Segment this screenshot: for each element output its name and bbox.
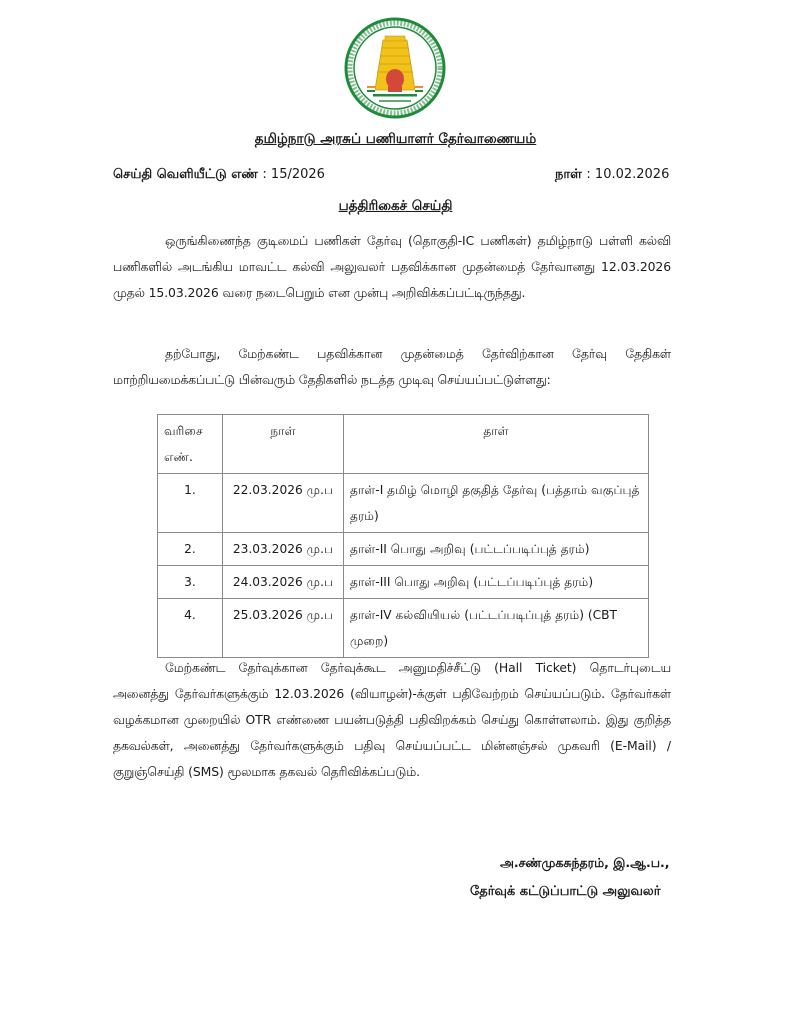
exam-date: 23.03.2026 மு.ப [223,533,344,566]
release-number-value: : 15/2026 [262,167,325,182]
exam-paper: தாள்-III பொது அறிவு (பட்டப்படிப்புத் தரம்) [344,566,649,599]
release-number-label: செய்தி வெளியீட்டு எண் [113,167,258,182]
date-value: : 10.02.2026 [586,167,670,182]
serial-number: 3. [158,566,223,599]
press-release-number [113,167,325,183]
date-label: நாள் [555,167,582,182]
header-date: நாள் [223,415,344,474]
exam-date: 24.03.2026 மு.ப [223,566,344,599]
tn-government-emblem [343,16,447,120]
paragraph-revised-schedule: தற்போது, மேற்கண்ட பதவிக்கான முதன்மைத் தேர்விற்கான தேர்வு தேதிகள் மாற்றியமைக்கப்பட்டு பின்வரும் தேதிகளில் நடத்த முடிவு செய்யப்பட்டுள்ளது: [113,346,671,387]
press-release-date [555,167,669,183]
serial-number: 2. [158,533,223,566]
header-paper: தாள் [344,415,649,474]
exam-date: 25.03.2026 மு.ப [223,599,344,658]
header-serial-number: வரிசை எண். [158,415,223,474]
signatory-name: அ.சண்முகசுந்தரம், இ.ஆ.ப., [500,855,670,870]
serial-number: 4. [158,599,223,658]
table-row [158,474,649,533]
exam-schedule-table [157,414,649,658]
serial-number: 1. [158,474,223,533]
paragraph-original-schedule: ஒருங்கிணைந்த குடிமைப் பணிகள் தேர்வு (தொகுதி-IC பணிகள்) தமிழ்நாடு பள்ளி கல்வி பணிகளில் அடங்கிய மாவட்ட கல்வி அலுவலர் பதவிக்கான முதன்மைத் தேர்வானது 12.03.2026 முதல் 15.03.2026 வரை நடைபெறும் என முன்பு அறிவிக்கப்பட்டிருந்தது. [113,233,671,300]
table-header-row [158,415,649,474]
exam-paper: தாள்-IV கல்வியியல் (பட்டப்படிப்புத் தரம்) (CBT முறை) [344,599,649,658]
signatory-designation: தேர்வுக் கட்டுப்பாட்டு அலுவலர் [470,884,661,899]
table-row [158,599,649,658]
exam-paper: தாள்-II பொது அறிவு (பட்டப்படிப்புத் தரம்) [344,533,649,566]
table-row [158,566,649,599]
organization-title: தமிழ்நாடு அரசுப் பணியாளர் தேர்வாணையம் [254,131,537,147]
emblem-icon [343,16,447,120]
table-row [158,533,649,566]
exam-date: 22.03.2026 மு.ப [223,474,344,533]
paragraph-hall-ticket: மேற்கண்ட தேர்வுக்கான தேர்வுக்கூட அனுமதிச்சீட்டு (Hall Ticket) தொடர்புடைய அனைத்து தேர்வர்களுக்கும் 12.03.2026 (வியாழன்)-க்குள் பதிவேற்றம் செய்யப்படும். தேர்வர்கள் வழக்கமான முறையில் OTR எண்ணை பயன்படுத்தி பதிவிறக்கம் செய்து கொள்ளலாம். இது குறித்த தகவல்கள், அனைத்து தேர்வர்களுக்கும் பதிவு செய்யப்பட்ட மின்னஞ்சல் முகவரி (E-Mail) / குறுஞ்செய்தி (SMS) மூலமாக தகவல் தெரிவிக்கப்படும். [113,660,671,779]
exam-paper: தாள்-I தமிழ் மொழி தகுதித் தேர்வு (பத்தாம் வகுப்புத் தரம்) [344,474,649,533]
press-release-heading: பத்திரிகைச் செய்தி [338,198,453,214]
